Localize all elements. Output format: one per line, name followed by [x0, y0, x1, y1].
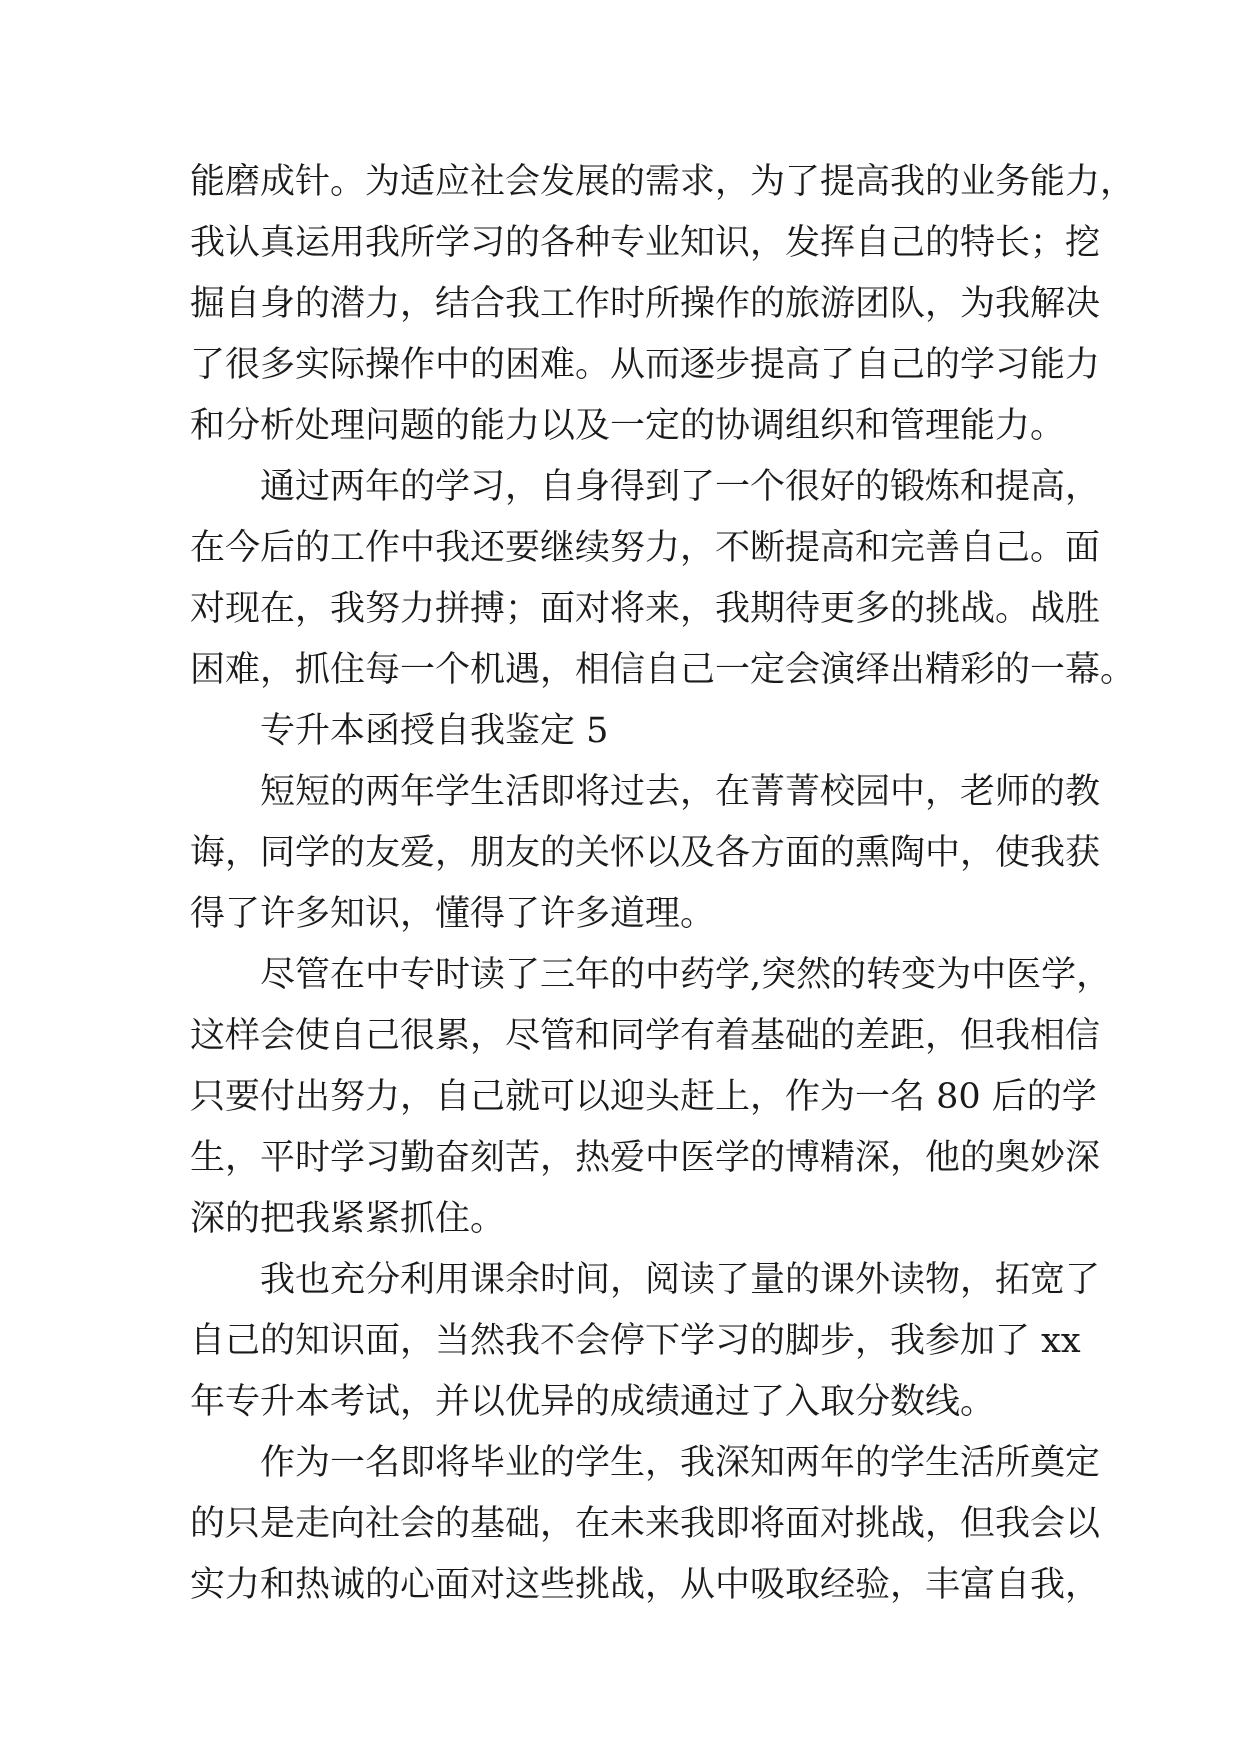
- text-line: 诲，同学的友爱，朋友的关怀以及各方面的熏陶中，使我获: [190, 833, 1101, 873]
- text-line: 得了许多知识，懂得了许多道理。: [190, 894, 716, 934]
- text-line: 困难，抓住每一个机遇，相信自己一定会演绎出精彩的一幕。: [190, 650, 1136, 690]
- text-line: 和分析处理问题的能力以及一定的协调组织和管理能力。: [190, 406, 1066, 446]
- text-line: 实力和热诚的心面对这些挑战，从中吸取经验，丰富自我，: [190, 1565, 1101, 1605]
- text-line: 在今后的工作中我还要继续努力，不断提高和完善自己。面: [190, 528, 1101, 568]
- paragraph-first-line: 尽管在中专时读了三年的中药学,突然的转变为中医学，: [260, 955, 1112, 995]
- text-line: 掘自身的潜力，结合我工作时所操作的旅游团队，为我解决: [190, 284, 1101, 324]
- text-line: 我认真运用我所学习的各种专业知识，发挥自己的特长；挖: [190, 223, 1101, 263]
- text-line: 自己的知识面，当然我不会停下学习的脚步，我参加了 xx: [190, 1321, 1081, 1361]
- text-line: 生，平时学习勤奋刻苦，热爱中医学的博精深，他的奥妙深: [190, 1138, 1101, 1178]
- text-line: 年专升本考试，并以优异的成绩通过了入取分数线。: [190, 1382, 996, 1422]
- paragraph-first-line: 短短的两年学生活即将过去，在菁菁校园中，老师的教: [260, 772, 1101, 812]
- text-line: 了很多实际操作中的困难。从而逐步提高了自己的学习能力: [190, 345, 1101, 385]
- paragraph-first-line: 通过两年的学习，自身得到了一个很好的锻炼和提高，: [260, 467, 1101, 507]
- text-line: 对现在，我努力拼搏；面对将来，我期待更多的挑战。战胜: [190, 589, 1101, 629]
- paragraph-first-line: 作为一名即将毕业的学生，我深知两年的学生活所奠定: [260, 1443, 1101, 1483]
- paragraph-first-line: 我也充分利用课余时间，阅读了量的课外读物，拓宽了: [260, 1260, 1101, 1300]
- text-line: 这样会使自己很累，尽管和同学有着基础的差距，但我相信: [190, 1016, 1101, 1056]
- text-line: 深的把我紧紧抓住。: [190, 1199, 506, 1239]
- section-heading: 专升本函授自我鉴定 5: [260, 711, 609, 751]
- text-line: 只要付出努力，自己就可以迎头赶上，作为一名 80 后的学: [190, 1077, 1097, 1117]
- text-line: 能磨成针。为适应社会发展的需求，为了提高我的业务能力，: [190, 162, 1136, 202]
- text-line: 的只是走向社会的基础，在未来我即将面对挑战，但我会以: [190, 1504, 1101, 1544]
- document-body: [190, 152, 1136, 1616]
